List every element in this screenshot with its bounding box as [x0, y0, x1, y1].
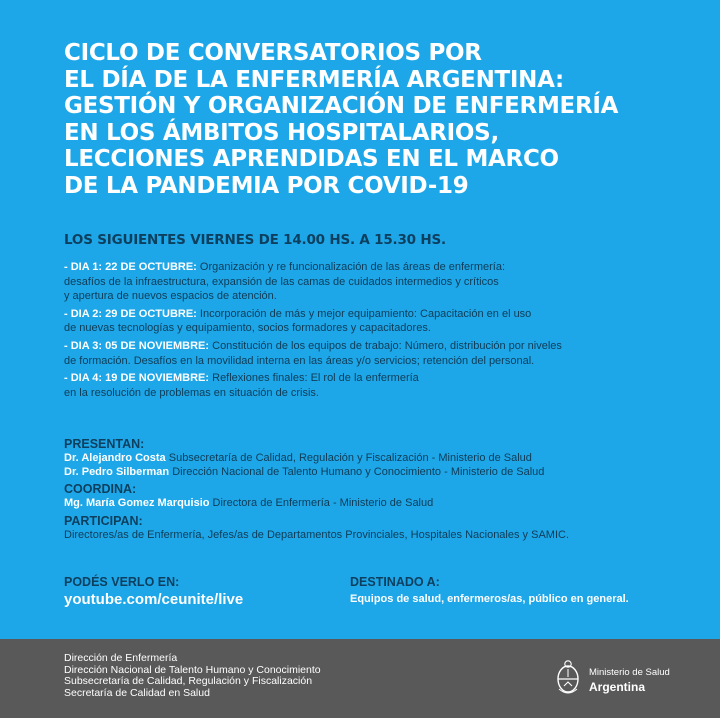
footer	[0, 639, 720, 718]
day-text: Incorporación de más y mejor equipamiento: Capacitación en el uso	[199, 307, 532, 320]
title-line: EN LOS ÁMBITOS HOSPITALARIOS,	[64, 119, 499, 146]
speakers-section	[64, 434, 684, 543]
audience-section	[350, 575, 629, 605]
speaker-row	[64, 466, 684, 480]
title-line: CICLO DE CONVERSATORIOS POR	[64, 40, 482, 66]
participants-text: Directores/as de Enfermería, Jefes/as de Departamentos Provinciales, Hospitales Nacionales y SAMIC.	[64, 528, 569, 541]
day-label: - DIA 1: 22 DE OCTUBRE:	[64, 261, 197, 273]
coat-of-arms-icon	[555, 659, 581, 697]
day-text: de nuevas tecnologías y equipamiento, socios formadores y capacitadores.	[64, 322, 431, 335]
title-line: DE LA PANDEMIA POR COVID-19	[64, 172, 469, 199]
audience-text: Equipos de salud, enfermeros/as, público en general.	[350, 593, 629, 605]
day-text: Reflexiones finales: El rol de la enfermería	[212, 372, 419, 385]
title-line: GESTIÓN Y ORGANIZACIÓN DE ENFERMERÍA	[64, 93, 619, 119]
day-label: - DIA 3: 05 DE NOVIEMBRE:	[64, 339, 210, 352]
speaker-row	[64, 452, 684, 466]
speaker-role: Subsecretaría de Calidad, Regulación y Fiscalización - Ministerio de Salud	[168, 451, 532, 464]
day-label: - DIA 2: 29 DE OCTUBRE:	[64, 307, 197, 320]
day-text: de formación. Desafíos en la movilidad interna en las áreas y/o servicios; retención del personal.	[64, 354, 535, 367]
footer-line: Subsecretaría de Calidad, Regulación y Fiscalización	[64, 675, 313, 687]
day-text: Organización y re funcionalización de las áreas de enfermería:	[199, 261, 506, 273]
day-item	[64, 260, 664, 304]
youtube-link[interactable]: youtube.com/ceunite/live	[64, 591, 244, 608]
day-text: y apertura de nuevos espacios de atención.	[64, 290, 277, 303]
schedule: LOS SIGUIENTES VIERNES DE 14.00 HS. A 15.30 HS.	[64, 232, 446, 248]
watch-heading: PODÉS VERLO EN:	[64, 575, 180, 589]
coordina-heading: COORDINA:	[64, 482, 137, 497]
coordinator-role: Directora de Enfermería - Ministerio de Salud	[212, 497, 434, 510]
country-name: Argentina	[589, 680, 646, 694]
ministry-name: Ministerio de Salud	[589, 667, 670, 678]
footer-line: Secretaría de Calidad en Salud	[64, 686, 210, 699]
watch-section	[64, 575, 243, 608]
footer-line: Dirección de Enfermería	[64, 652, 178, 664]
day-item	[64, 339, 664, 368]
speaker-name: Dr. Alejandro Costa	[64, 451, 166, 464]
coordinator-name: Mg. María Gomez Marquisio	[64, 497, 210, 510]
coordinator-row	[64, 497, 684, 511]
title-line: LECCIONES APRENDIDAS EN EL MARCO	[64, 146, 559, 172]
footer-organizations	[64, 653, 321, 699]
speaker-name: Dr. Pedro Silberman	[64, 465, 170, 478]
audience-heading: DESTINADO A:	[350, 575, 440, 589]
day-item	[64, 371, 664, 400]
footer-line: Dirección Nacional de Talento Humano y Conocimiento	[64, 663, 321, 676]
day-text: Constitución de los equipos de trabajo: Número, distribución por niveles	[212, 339, 562, 352]
day-text: en la resolución de problemas en situación de crisis.	[64, 386, 319, 399]
day-label: - DIA 4: 19 DE NOVIEMBRE:	[64, 372, 210, 385]
speaker-role: Dirección Nacional de Talento Humano y Conocimiento - Ministerio de Salud	[172, 465, 545, 478]
title-line: EL DÍA DE LA ENFERMERÍA ARGENTINA:	[64, 66, 564, 93]
presentan-heading: PRESENTAN:	[64, 437, 145, 451]
ministry-logo	[555, 657, 705, 701]
day-text: desafíos de la infraestructura, expansión de las camas de cuidados intermedios y críticos	[64, 275, 499, 288]
day-item	[64, 307, 664, 336]
participan-heading: PARTICIPAN:	[64, 513, 143, 528]
days-list	[64, 260, 664, 403]
event-title	[64, 40, 704, 199]
